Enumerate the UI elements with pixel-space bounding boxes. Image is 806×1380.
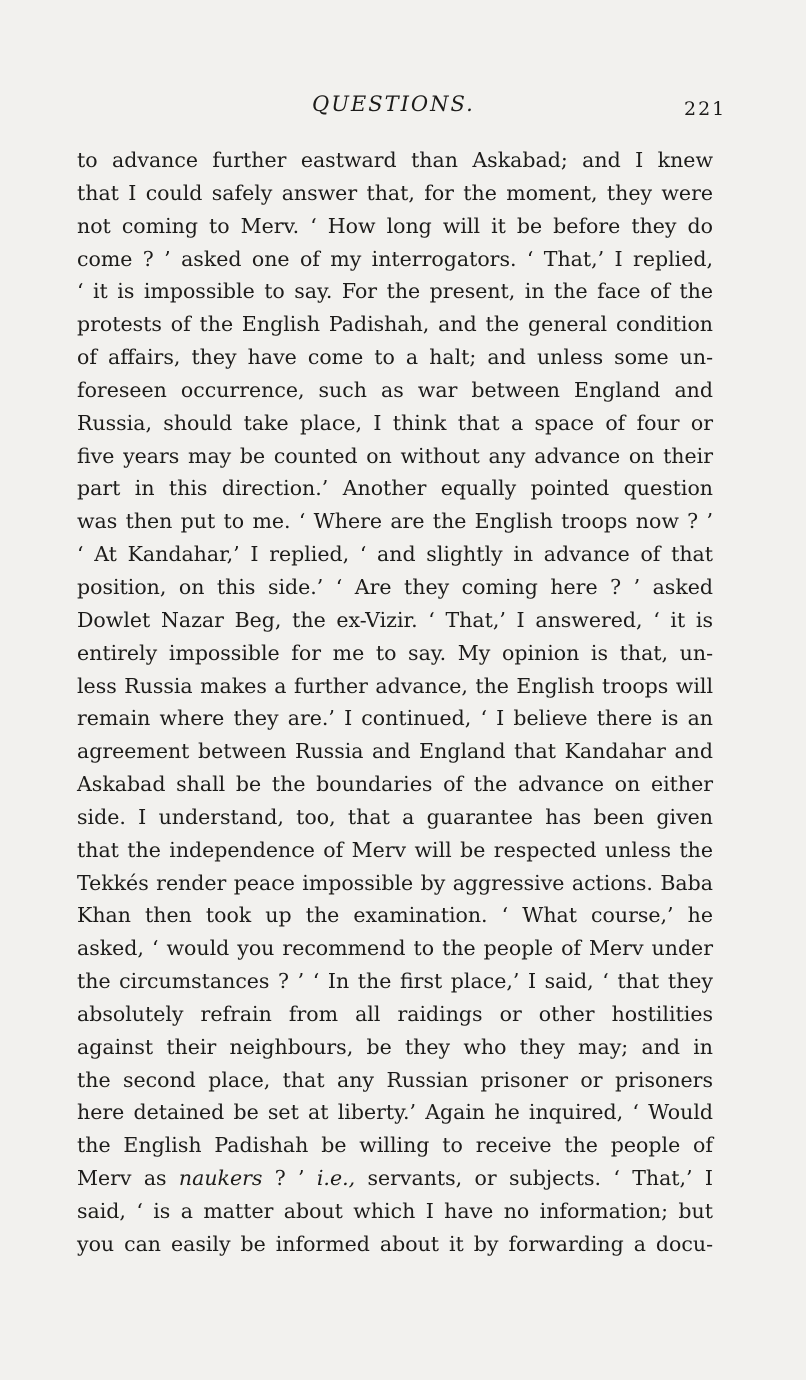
text-span: of affairs, they have come to a halt; and unless some un- <box>77 345 713 370</box>
text-span: ‘ it is impossible to say. For the present, in the face of the <box>77 279 713 304</box>
text-span: that I could safely answer that, for the moment, they were <box>77 180 713 205</box>
text-line <box>77 735 713 768</box>
text-span: was then put to me. ‘ Where are the English troops now ? ’ <box>77 509 713 534</box>
text-span: Russia, should take place, I think that a space of four or <box>77 410 713 435</box>
text-line <box>77 965 713 998</box>
italic-word-naukers: naukers <box>178 1166 263 1191</box>
running-title: QUESTIONS. <box>312 92 475 116</box>
text-line <box>77 604 713 637</box>
text-line <box>77 505 713 538</box>
text-line <box>77 341 713 374</box>
text-line <box>77 670 713 703</box>
text-line <box>77 867 713 900</box>
text-span: Merv as <box>77 1166 179 1191</box>
text-line <box>77 1096 713 1129</box>
text-line <box>77 998 713 1031</box>
text-line <box>77 210 713 243</box>
text-span: not coming to Merv. ‘ How long will it be before they do <box>77 213 713 238</box>
text-line <box>77 538 713 571</box>
text-span: ? ’ <box>262 1166 317 1191</box>
text-span: protests of the English Padishah, and the general condition <box>77 312 713 337</box>
text-line <box>77 1031 713 1064</box>
text-span: said, ‘ is a matter about which I have no information; but <box>77 1199 713 1223</box>
text-span: the second place, that any Russian prisoner or prisoners <box>77 1067 713 1092</box>
text-line <box>77 308 713 341</box>
text-span: ‘ At Kandahar,’ I replied, ‘ and slightly in advance of that <box>77 542 713 567</box>
text-span: Askabad shall be the boundaries of the advance on either <box>77 772 713 797</box>
text-span: servants, or subjects. ‘ That,’ I <box>355 1166 713 1191</box>
text-line <box>77 1162 713 1195</box>
text-span: five years may be counted on without any advance on their <box>77 443 713 468</box>
page-number: 221 <box>684 98 727 120</box>
italic-abbreviation-ie: i.e., <box>316 1166 356 1191</box>
text-line <box>77 1228 713 1261</box>
text-line <box>77 144 713 177</box>
text-span: foreseen occurrence, such as war between England and <box>77 377 713 402</box>
text-span: absolutely refrain from all raidings or other hostilities <box>77 1001 713 1026</box>
text-line <box>77 407 713 440</box>
text-line <box>77 932 713 965</box>
text-span: Tekkés render peace impossible by aggressive actions. Baba <box>77 870 713 895</box>
text-line <box>77 1195 713 1228</box>
text-span: come ? ’ asked one of my interrogators. ‘ That,’ I replied, <box>77 246 713 271</box>
text-span: agreement between Russia and England that Kandahar and <box>77 739 713 764</box>
text-line <box>77 275 713 308</box>
text-span: to advance further eastward than Askabad; and I knew <box>77 148 713 172</box>
text-line <box>77 702 713 735</box>
text-span: asked, ‘ would you recommend to the people of Merv under <box>77 936 713 961</box>
text-line <box>77 440 713 473</box>
text-span: that the independence of Merv will be respected unless the <box>77 837 713 862</box>
text-span: the circumstances ? ’ ‘ In the first place,’ I said, ‘ that they <box>77 969 713 994</box>
text-line <box>77 899 713 932</box>
text-line <box>77 768 713 801</box>
text-span: position, on this side.’ ‘ Are they coming here ? ’ asked <box>77 574 713 599</box>
text-span: entirely impossible for me to say. My opinion is that, un- <box>77 640 713 665</box>
text-line <box>77 472 713 505</box>
text-span: remain where they are.’ I continued, ‘ I believe there is an <box>77 706 713 731</box>
text-line <box>77 243 713 276</box>
text-span: Dowlet Nazar Beg, the ex-Vizir. ‘ That,’ I answered, ‘ it is <box>77 607 713 632</box>
text-line <box>77 177 713 210</box>
text-span: less Russia makes a further advance, the English troops will <box>77 673 713 698</box>
text-line <box>77 834 713 867</box>
text-line <box>77 801 713 834</box>
text-line <box>77 374 713 407</box>
text-span: here detained be set at liberty.’ Again he inquired, ‘ Would <box>77 1100 713 1125</box>
text-line <box>77 1064 713 1097</box>
body-text <box>77 144 713 1261</box>
text-span: Khan then took up the examination. ‘ What course,’ he <box>77 903 713 928</box>
text-span: against their neighbours, be they who they may; and in <box>77 1034 713 1059</box>
text-line <box>77 637 713 670</box>
running-header <box>0 92 806 122</box>
text-span: you can easily be informed about it by forwarding a docu- <box>77 1231 713 1256</box>
text-span: part in this direction.’ Another equally pointed question <box>77 476 713 501</box>
text-line <box>77 571 713 604</box>
text-span: the English Padishah be willing to receive the people of <box>77 1133 713 1158</box>
text-span: side. I understand, too, that a guarantee has been given <box>77 804 713 829</box>
text-line <box>77 1129 713 1162</box>
